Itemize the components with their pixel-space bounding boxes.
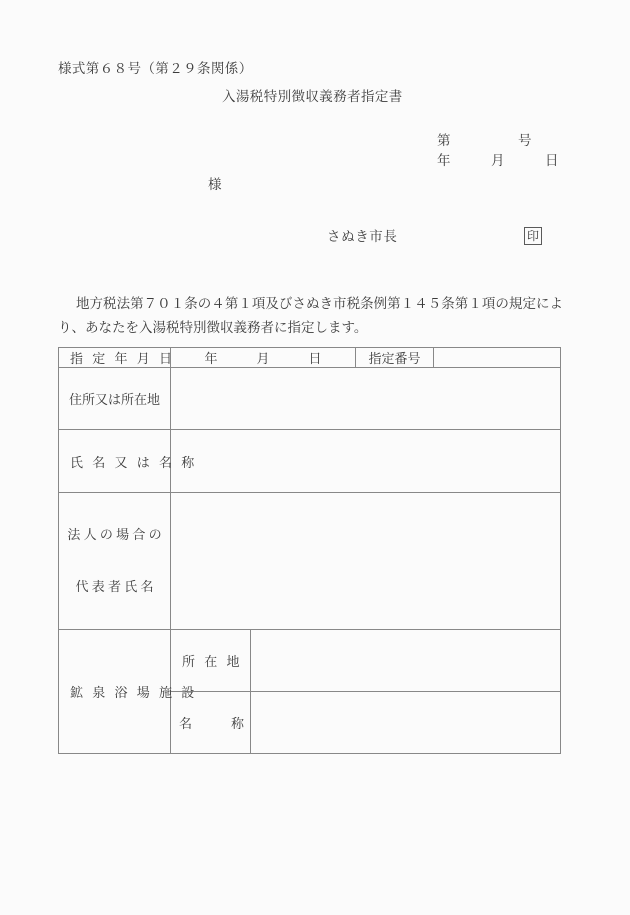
- facility-location-value[interactable]: [251, 630, 561, 692]
- designation-date-value[interactable]: 年 月 日: [171, 348, 356, 368]
- designation-date-label: 指 定 年 月 日: [59, 348, 171, 368]
- corporate-representative-label: [59, 493, 171, 630]
- facility-location-label: 所 在 地: [171, 630, 251, 692]
- designation-number-label: 指定番号: [356, 348, 434, 368]
- table-row-facility-location: [59, 630, 561, 692]
- facility-name-label: 名 称: [171, 692, 251, 754]
- table-row-corporate-representative: [59, 493, 561, 630]
- designation-table: [58, 347, 561, 754]
- address-value[interactable]: [171, 368, 561, 430]
- corporate-representative-label-line1: 法 人 の 場 合 の: [67, 527, 162, 542]
- table-row-address: [59, 368, 561, 430]
- designation-number-value[interactable]: [434, 348, 561, 368]
- seal-stamp-box: 印: [524, 227, 542, 245]
- name-label: 氏 名 又 は 名 称: [59, 430, 171, 493]
- table-row-name: [59, 430, 561, 493]
- reference-number-label: 第 号: [437, 133, 532, 148]
- facility-label: 鉱 泉 浴 場 施 設: [59, 630, 171, 754]
- addressee-suffix: 様: [208, 177, 222, 192]
- table-row-designation-date: [59, 348, 561, 368]
- issue-date-label: 年 月 日: [437, 153, 559, 168]
- facility-name-value[interactable]: [251, 692, 561, 754]
- body-paragraph: 地方税法第７０１条の４第１項及びさぬき市税条例第１４５条第１項の規定により、あなたを入湯税特別徴収義務者に指定します。: [58, 296, 563, 335]
- name-value[interactable]: [171, 430, 561, 493]
- address-label: 住所又は所在地: [59, 368, 171, 430]
- page-title: 入湯税特別徴収義務者指定書: [222, 89, 403, 104]
- corporate-representative-value[interactable]: [171, 493, 561, 630]
- corporate-representative-label-line2: 代 表 者 氏 名: [75, 579, 154, 594]
- form-number: 様式第６８号（第２９条関係）: [58, 61, 253, 76]
- issuer-name: さぬき市長: [327, 229, 398, 244]
